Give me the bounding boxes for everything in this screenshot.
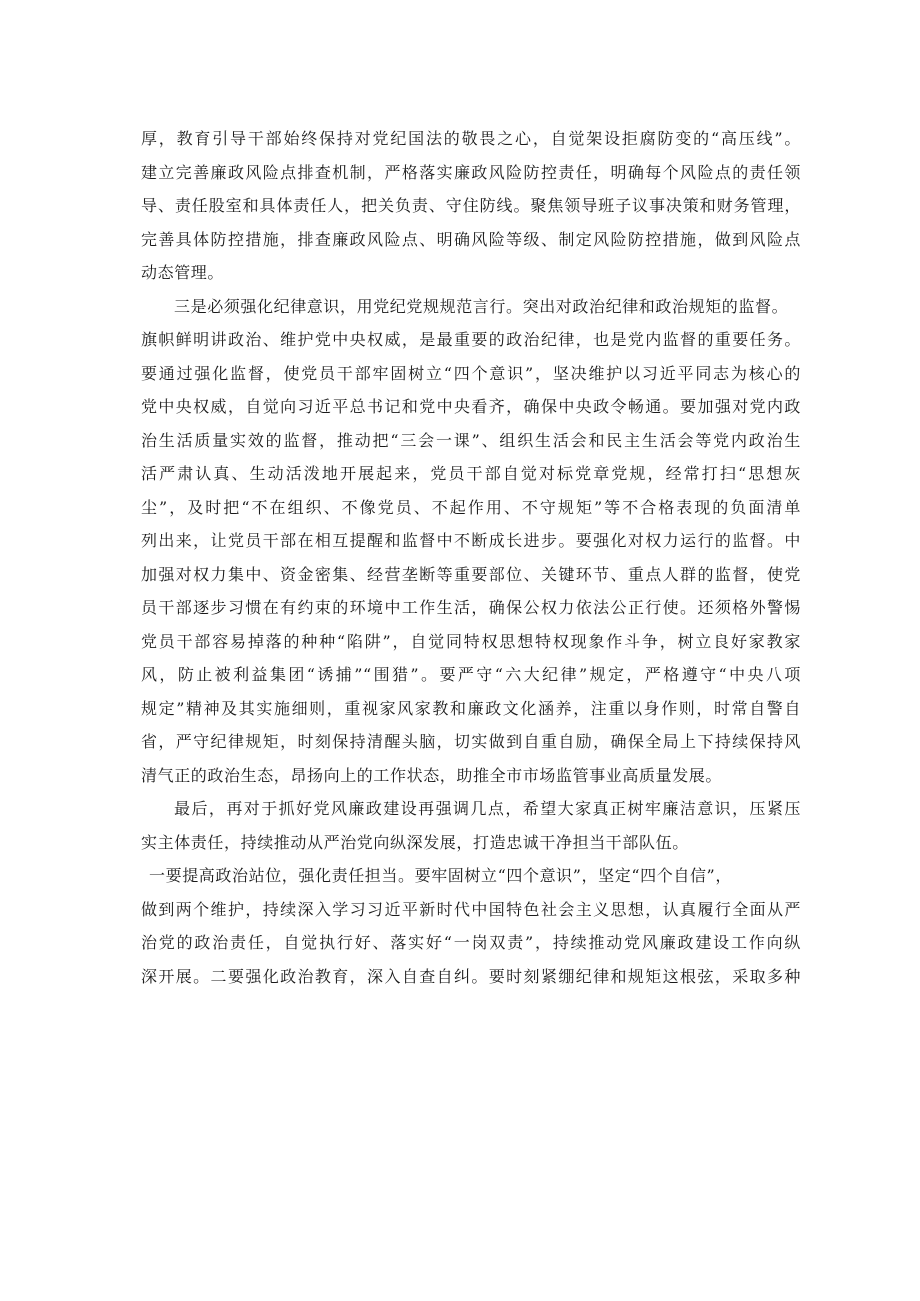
- paragraph-line: 清气正的政治生态，昂扬向上的工作状态，助推全市市场监管事业高质量发展。: [141, 765, 723, 785]
- paragraph-line: 风，防止被利益集团“诱捕”“围猎”。要严守“六大纪律”规定，严格遵守“中央八项: [141, 665, 801, 684]
- paragraph-line: 活严肃认真、生动活泼地开展起来，党员干部自觉对标党章党规，经常打扫“思想灰: [141, 464, 801, 483]
- paragraph-line: 动态管理。: [141, 263, 225, 282]
- paragraph-line: 最后，再对于抓好党风廉政建设再强调几点，希望大家真正树牢廉洁意识，压紧压: [174, 799, 801, 818]
- paragraph-line: 员干部逐步习惯在有约束的环境中工作生活，确保公权力依法公正行使。还须格外警惕: [141, 598, 801, 617]
- paragraph-line: 实主体责任，持续推动从严治党向纵深发展，打造忠诚干净担当干部队伍。: [141, 832, 689, 852]
- paragraph-line: 省，严守纪律规矩，时刻保持清醒头脑，切实做到自重自励，确保全局上下持续保持风: [141, 732, 801, 751]
- paragraph-line: 深开展。二要强化政治教育，深入自查自纠。要时刻紧绷纪律和规矩这根弦，采取多种: [141, 966, 801, 986]
- paragraph-line: 加强对权力集中、资金密集、经营垄断等重要部位、关键环节、重点人群的监督，使党: [141, 564, 801, 584]
- paragraph-line: 建立完善廉政风险点排查机制，严格落实廉政风险防控责任，明确每个风险点的责任领: [141, 162, 801, 182]
- paragraph-line: 党员干部容易掉落的种种“陷阱”，自觉同特权思想特权现象作斗争，树立良好家教家: [141, 631, 801, 651]
- paragraph-line: 要通过强化监督，使党员干部牢固树立“四个意识”，坚决维护以习近平同志为核心的: [141, 363, 801, 383]
- paragraph-line: 三是必须强化纪律意识，用党纪党规规范言行。突出对政治纪律和政治规矩的监督。: [174, 296, 789, 316]
- paragraph-line: 治生活质量实效的监督，推动把“三会一课”、组织生活会和民主生活会等党内政治生: [141, 430, 801, 450]
- paragraph-line: 厚，教育引导干部始终保持对党纪国法的敬畏之心，自觉架设拒腐防变的“高压线”。: [141, 129, 801, 148]
- paragraph-line: 规定”精神及其实施细则，重视家风家教和廉政文化涵养，注重以身作则，时常自警自: [141, 698, 801, 718]
- paragraph-line: 治党的政治责任，自觉执行好、落实好“一岗双责”，持续推动党风廉政建设工作向纵: [141, 933, 801, 952]
- paragraph-line: 尘”，及时把“不在组织、不像党员、不起作用、不守规矩”等不合格表现的负面清单: [141, 497, 801, 517]
- paragraph-line: 党中央权威，自觉向习近平总书记和党中央看齐，确保中央政令畅通。要加强对党内政: [141, 397, 801, 416]
- paragraph-line: 列出来，让党员干部在相互提醒和监督中不断成长进步。要强化对权力运行的监督。中: [141, 531, 801, 550]
- paragraph-line: 导、责任股室和具体责任人，把关负责、守住防线。聚焦领导班子议事决策和财务管理，: [141, 196, 801, 215]
- paragraph-line: 完善具体防控措施，排查廉政风险点、明确风险等级、制定风险防控措施，做到风险点: [141, 229, 801, 249]
- paragraph-line: 旗帜鲜明讲政治、维护党中央权威，是最重要的政治纪律，也是党内监督的重要任务。: [141, 330, 801, 349]
- paragraph-line: 一要提高政治站位，强化责任担当。要牢固树立“四个意识”，坚定“四个自信”，: [149, 866, 732, 885]
- document-body: [141, 122, 801, 993]
- paragraph-line: 做到两个维护，持续深入学习习近平新时代中国特色社会主义思想，认真履行全面从严: [141, 899, 801, 919]
